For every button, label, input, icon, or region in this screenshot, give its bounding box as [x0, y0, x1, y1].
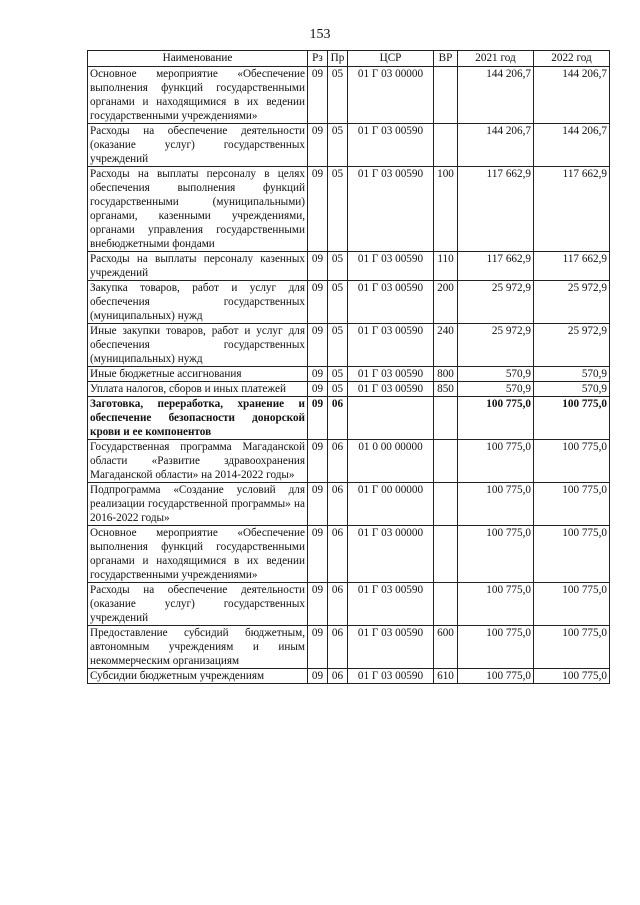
table-row: [88, 483, 610, 526]
cell-2021: 100 775,0: [458, 626, 534, 669]
table-row: [88, 367, 610, 382]
cell-name: Уплата налогов, сборов и иных платежей: [88, 382, 308, 397]
cell-2022: 25 972,9: [534, 281, 610, 324]
cell-csr: 01 Г 03 00590: [348, 281, 434, 324]
cell-2021: 100 775,0: [458, 483, 534, 526]
cell-2021: 25 972,9: [458, 281, 534, 324]
cell-pr: 06: [328, 440, 348, 483]
cell-csr: 01 Г 03 00590: [348, 252, 434, 281]
cell-rz: 09: [308, 382, 328, 397]
table-row: [88, 167, 610, 252]
header-2021: 2021 год: [458, 51, 534, 67]
cell-name: Государственная программа Магаданской области «Развитие здравоохранения Магаданской области» на 2014-2022 годы»: [88, 440, 308, 483]
cell-csr: 01 Г 03 00000: [348, 526, 434, 583]
cell-csr: 01 Г 03 00590: [348, 124, 434, 167]
cell-rz: 09: [308, 324, 328, 367]
cell-pr: 06: [328, 483, 348, 526]
cell-rz: 09: [308, 124, 328, 167]
cell-name: Основное мероприятие «Обеспечение выполнения функций государственными органами и находящимися в их ведении государственными учреждениями»: [88, 526, 308, 583]
table-row: [88, 124, 610, 167]
cell-rz: 09: [308, 440, 328, 483]
cell-2022: 117 662,9: [534, 252, 610, 281]
cell-2021: 100 775,0: [458, 440, 534, 483]
header-pr: Пр: [328, 51, 348, 67]
cell-name: Заготовка, переработка, хранение и обеспечение безопасности донорской крови и ее компонентов: [88, 397, 308, 440]
cell-2022: 100 775,0: [534, 397, 610, 440]
cell-pr: 06: [328, 626, 348, 669]
cell-rz: 09: [308, 483, 328, 526]
table-row: [88, 281, 610, 324]
cell-2022: 100 775,0: [534, 626, 610, 669]
cell-pr: 05: [328, 324, 348, 367]
cell-2021: 100 775,0: [458, 526, 534, 583]
cell-name: Иные бюджетные ассигнования: [88, 367, 308, 382]
cell-csr: 01 0 00 00000: [348, 440, 434, 483]
cell-2022: 100 775,0: [534, 440, 610, 483]
cell-2021: 100 775,0: [458, 669, 534, 684]
cell-name: Основное мероприятие «Обеспечение выполнения функций государственными органами и находящимися в их ведении государственными учреждениями»: [88, 67, 308, 124]
cell-2022: 570,9: [534, 367, 610, 382]
cell-rz: 09: [308, 397, 328, 440]
cell-pr: 05: [328, 67, 348, 124]
cell-rz: 09: [308, 281, 328, 324]
cell-csr: 01 Г 03 00590: [348, 669, 434, 684]
cell-rz: 09: [308, 67, 328, 124]
cell-rz: 09: [308, 583, 328, 626]
cell-2022: 100 775,0: [534, 669, 610, 684]
table-row: [88, 526, 610, 583]
cell-csr: 01 Г 03 00590: [348, 382, 434, 397]
cell-pr: 05: [328, 167, 348, 252]
cell-2021: 570,9: [458, 382, 534, 397]
table-row: [88, 440, 610, 483]
cell-name: Субсидии бюджетным учреждениям: [88, 669, 308, 684]
cell-rz: 09: [308, 626, 328, 669]
cell-csr: 01 Г 03 00590: [348, 583, 434, 626]
cell-csr: 01 Г 03 00590: [348, 324, 434, 367]
cell-csr: 01 Г 03 00590: [348, 626, 434, 669]
cell-vr: 600: [434, 626, 458, 669]
cell-2022: 117 662,9: [534, 167, 610, 252]
cell-2021: 117 662,9: [458, 252, 534, 281]
cell-2021: 100 775,0: [458, 397, 534, 440]
cell-csr: 01 Г 03 00590: [348, 167, 434, 252]
cell-pr: 05: [328, 367, 348, 382]
cell-2022: 25 972,9: [534, 324, 610, 367]
cell-pr: 05: [328, 382, 348, 397]
header-2022: 2022 год: [534, 51, 610, 67]
cell-name: Закупка товаров, работ и услуг для обеспечения государственных (муниципальных) нужд: [88, 281, 308, 324]
cell-name: Иные закупки товаров, работ и услуг для обеспечения государственных (муниципальных) нужд: [88, 324, 308, 367]
table-row: [88, 382, 610, 397]
cell-vr: 240: [434, 324, 458, 367]
cell-pr: 06: [328, 583, 348, 626]
table-row: [88, 626, 610, 669]
cell-2022: 100 775,0: [534, 526, 610, 583]
cell-vr: [434, 397, 458, 440]
cell-pr: 06: [328, 526, 348, 583]
cell-vr: 200: [434, 281, 458, 324]
cell-vr: 610: [434, 669, 458, 684]
header-name: Наименование: [88, 51, 308, 67]
cell-2022: 144 206,7: [534, 124, 610, 167]
cell-vr: [434, 440, 458, 483]
cell-vr: 110: [434, 252, 458, 281]
table-row: [88, 397, 610, 440]
cell-pr: 05: [328, 281, 348, 324]
cell-rz: 09: [308, 669, 328, 684]
cell-2021: 25 972,9: [458, 324, 534, 367]
cell-vr: [434, 67, 458, 124]
cell-vr: 850: [434, 382, 458, 397]
cell-pr: 05: [328, 252, 348, 281]
cell-2021: 117 662,9: [458, 167, 534, 252]
cell-vr: 800: [434, 367, 458, 382]
table-row: [88, 669, 610, 684]
cell-vr: [434, 526, 458, 583]
table-row: [88, 67, 610, 124]
budget-table: [87, 50, 610, 684]
cell-vr: [434, 583, 458, 626]
table-body: [88, 67, 610, 684]
cell-2021: 100 775,0: [458, 583, 534, 626]
cell-rz: 09: [308, 367, 328, 382]
cell-vr: [434, 124, 458, 167]
cell-2021: 144 206,7: [458, 67, 534, 124]
cell-rz: 09: [308, 526, 328, 583]
cell-pr: 06: [328, 397, 348, 440]
cell-csr: 01 Г 03 00590: [348, 367, 434, 382]
cell-name: Расходы на выплаты персоналу в целях обеспечения выполнения функций государственными (муниципальными) органами, казенными учреждениями, органами управления государственными внебюджетными фондами: [88, 167, 308, 252]
table-row: [88, 324, 610, 367]
cell-rz: 09: [308, 252, 328, 281]
cell-csr: [348, 397, 434, 440]
cell-2021: 570,9: [458, 367, 534, 382]
cell-name: Расходы на обеспечение деятельности (оказание услуг) государственных учреждений: [88, 124, 308, 167]
cell-2021: 144 206,7: [458, 124, 534, 167]
page-number: 153: [309, 27, 331, 42]
cell-csr: 01 Г 00 00000: [348, 483, 434, 526]
cell-csr: 01 Г 03 00000: [348, 67, 434, 124]
cell-name: Расходы на обеспечение деятельности (оказание услуг) государственных учреждений: [88, 583, 308, 626]
table-row: [88, 252, 610, 281]
cell-name: Расходы на выплаты персоналу казенных учреждений: [88, 252, 308, 281]
cell-vr: 100: [434, 167, 458, 252]
cell-pr: 06: [328, 669, 348, 684]
header-rz: Рз: [308, 51, 328, 67]
cell-2022: 100 775,0: [534, 483, 610, 526]
cell-name: Предоставление субсидий бюджетным, автономным учреждениям и иным некоммерческим организациям: [88, 626, 308, 669]
cell-vr: [434, 483, 458, 526]
header-vr: ВР: [434, 51, 458, 67]
table-row: [88, 583, 610, 626]
header-csr: ЦСР: [348, 51, 434, 67]
cell-name: Подпрограмма «Создание условий для реализации государственной программы» на 2016-2022 годы»: [88, 483, 308, 526]
cell-2022: 144 206,7: [534, 67, 610, 124]
cell-rz: 09: [308, 167, 328, 252]
cell-pr: 05: [328, 124, 348, 167]
cell-2022: 570,9: [534, 382, 610, 397]
cell-2022: 100 775,0: [534, 583, 610, 626]
table-header-row: [88, 51, 610, 67]
